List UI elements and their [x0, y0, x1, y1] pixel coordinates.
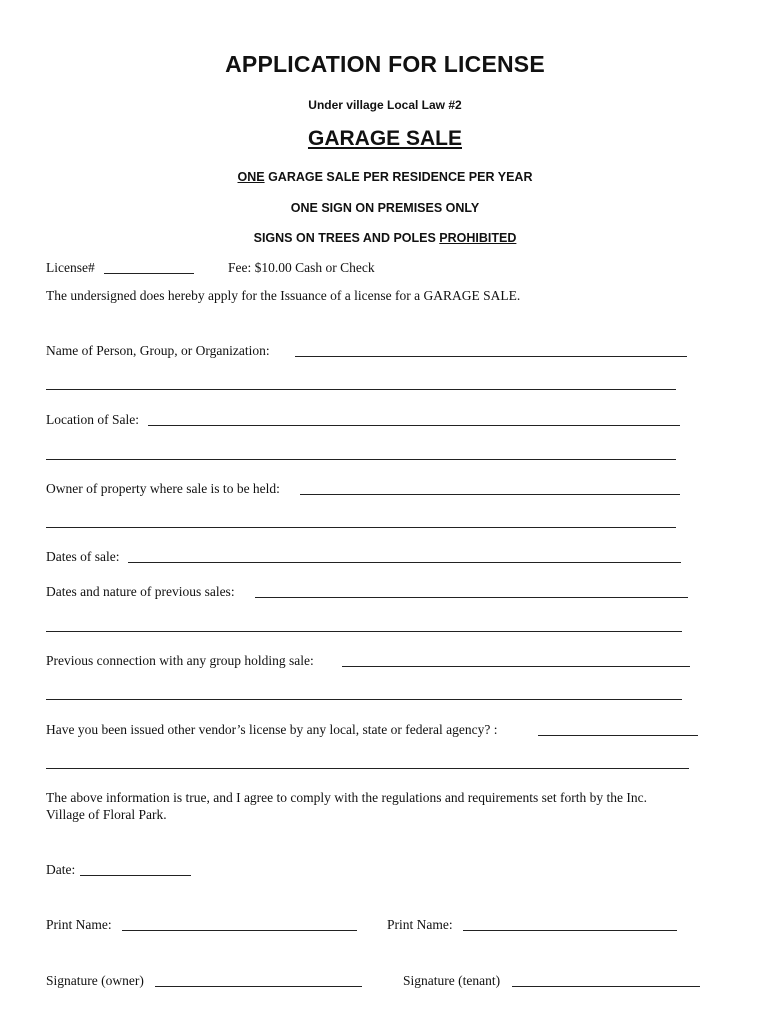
- dates-field[interactable]: [128, 562, 681, 563]
- rule-signs-prohibited: [0, 231, 770, 245]
- license-label: License#: [46, 260, 95, 275]
- previous-sales-field-line-2[interactable]: [46, 631, 682, 632]
- signature-tenant-field[interactable]: [512, 986, 700, 987]
- name-label: Name of Person, Group, or Organization:: [46, 343, 270, 358]
- owner-label: Owner of property where sale is to be held:: [46, 481, 280, 496]
- previous-sales-label: Dates and nature of previous sales:: [46, 584, 235, 599]
- previous-connection-field-line-2[interactable]: [46, 699, 682, 700]
- date-field[interactable]: [80, 875, 191, 876]
- rule-one-emphasis: ONE: [237, 170, 265, 184]
- declaration-line-2: Village of Floral Park.: [46, 807, 167, 822]
- date-label: Date:: [46, 862, 76, 877]
- location-label: Location of Sale:: [46, 412, 139, 427]
- signature-owner-field[interactable]: [155, 986, 362, 987]
- location-field-line-2[interactable]: [46, 459, 676, 460]
- vendor-license-label: Have you been issued other vendor’s license by any local, state or federal agency? :: [46, 722, 498, 737]
- previous-connection-field[interactable]: [342, 666, 690, 667]
- previous-connection-label: Previous connection with any group holding sale:: [46, 653, 314, 668]
- previous-sales-field[interactable]: [255, 597, 688, 598]
- print-name-left-label: Print Name:: [46, 917, 112, 932]
- rule-one-sale: [0, 170, 770, 184]
- form-heading: GARAGE SALE: [307, 127, 462, 150]
- owner-field[interactable]: [300, 494, 680, 495]
- rule-one-text: GARAGE SALE PER RESIDENCE PER YEAR: [264, 170, 533, 184]
- print-name-left-field[interactable]: [122, 930, 357, 931]
- form-title: APPLICATION FOR LICENSE: [225, 51, 545, 77]
- owner-field-line-2[interactable]: [46, 527, 676, 528]
- signature-owner-label: Signature (owner): [46, 973, 144, 988]
- fee-text: Fee: $10.00 Cash or Check: [228, 260, 375, 275]
- form-subtitle: Under village Local Law #2: [308, 98, 462, 112]
- name-field[interactable]: [295, 356, 687, 357]
- intro-text: The undersigned does hereby apply for the Issuance of a license for a GARAGE SALE.: [46, 288, 521, 303]
- print-name-right-field[interactable]: [463, 930, 677, 931]
- location-field[interactable]: [148, 425, 680, 426]
- print-name-right-label: Print Name:: [387, 917, 453, 932]
- license-number-field[interactable]: [104, 273, 194, 274]
- vendor-license-field-line-2[interactable]: [46, 768, 689, 769]
- signature-tenant-label: Signature (tenant): [403, 973, 501, 988]
- vendor-license-field[interactable]: [538, 735, 698, 736]
- dates-label: Dates of sale:: [46, 549, 120, 564]
- declaration-line-1: The above information is true, and I agree to comply with the regulations and requirements set forth by the Inc.: [46, 790, 647, 805]
- name-field-line-2[interactable]: [46, 389, 676, 390]
- rule-three-emphasis: PROHIBITED: [439, 231, 517, 245]
- rule-one-sign: ONE SIGN ON PREMISES ONLY: [290, 201, 480, 215]
- rule-three-text: SIGNS ON TREES AND POLES: [253, 231, 440, 245]
